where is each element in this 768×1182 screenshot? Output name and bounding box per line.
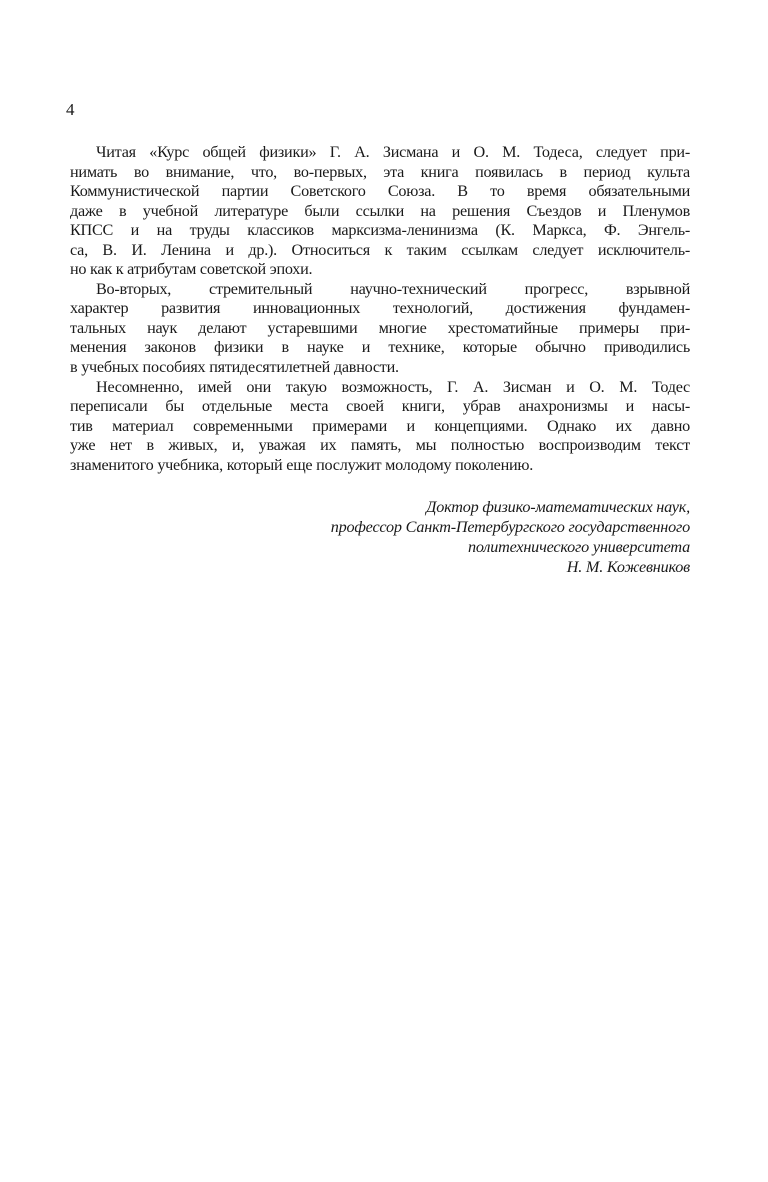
text-line: но как к атрибутам советской эпохи. — [70, 260, 313, 279]
text-line: менения законов физики в науке и технике, которые обычно приводились — [70, 338, 690, 357]
signature-position: профессор Санкт-Петербургского государственного — [330, 518, 690, 536]
text-line: переписали бы отдельные места своей книги, убрав анахронизмы и насы- — [70, 397, 690, 416]
text-line: характер развития инновационных технологий, достижения фундамен- — [70, 299, 690, 318]
text-line: КПСС и на труды классиков марксизма-ленинизма (К. Маркса, Ф. Энгель- — [70, 221, 690, 240]
text-line: даже в учебной литературе были ссылки на решения Съездов и Пленумов — [70, 201, 690, 220]
paragraph-3 — [70, 378, 690, 476]
text-line: Коммунистической партии Советского Союза. В то время обязательными — [70, 182, 690, 201]
text-line: нимать во внимание, что, во-первых, эта книга появилась в период культа — [70, 162, 690, 181]
preface-text — [70, 143, 690, 475]
text-line: Несомненно, имей они такую возможность, Г. А. Зисман и О. М. Тодес — [96, 377, 690, 396]
text-line: уже нет в живых, и, уважая их память, мы полностью воспроизводим текст — [70, 436, 690, 455]
paragraph-2 — [70, 280, 690, 378]
text-line: Читая «Курс общей физики» Г. А. Зисмана и О. М. Тодеса, следует при- — [96, 143, 690, 161]
paragraph-1 — [70, 143, 690, 280]
signature-degree: Доктор физико-математических наук, — [426, 498, 690, 516]
signature-author: Н. М. Кожевников — [566, 558, 690, 576]
signature-block — [331, 497, 690, 577]
text-line: знаменитого учебника, который еще послужит молодому поколению. — [70, 455, 534, 474]
text-line: са, В. И. Ленина и др.). Относиться к таким ссылкам следует исключитель- — [70, 240, 690, 259]
signature-university: политехнического университета — [467, 538, 690, 556]
text-line: тальных наук делают устаревшими многие хрестоматийные примеры при- — [70, 318, 690, 337]
text-line: тив материал современными примерами и концепциями. Однако их давно — [70, 416, 690, 435]
text-line: Во-вторых, стремительный научно-технический прогресс, взрывной — [96, 279, 690, 298]
text-line: в учебных пособиях пятидесятилетней давности. — [70, 358, 399, 377]
page-number: 4 — [66, 100, 75, 119]
